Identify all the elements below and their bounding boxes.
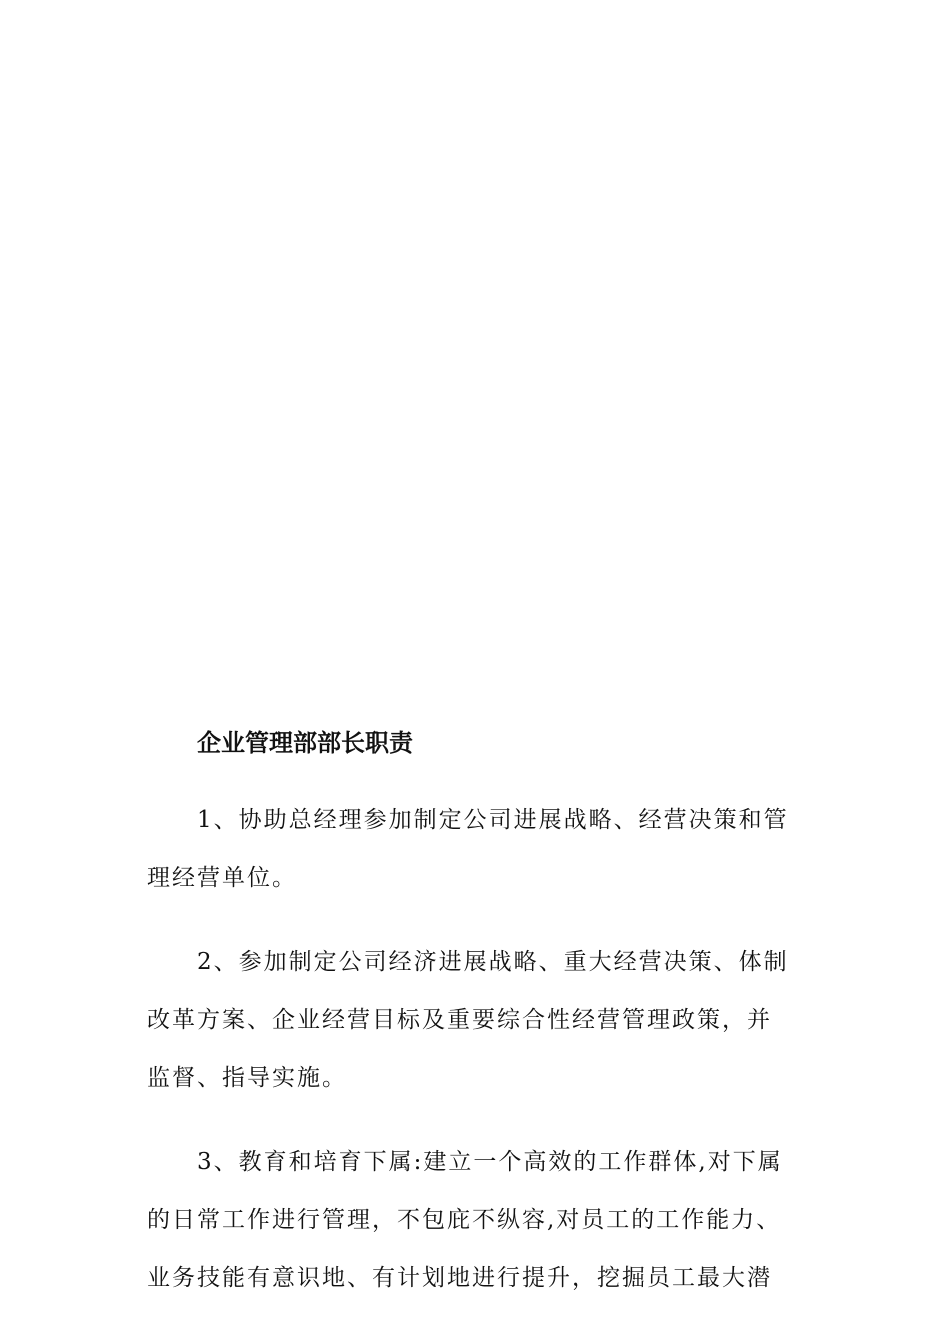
- document-title: 企业管理部部长职责: [197, 728, 413, 757]
- paragraph-2: 2、参加制定公司经济进展战略、重大经营决策、体制 改革方案、企业经营目标及重要综合性经营管理政策，并 监督、指导实施。: [147, 949, 789, 1091]
- paragraph-1: 1、协助总经理参加制定公司进展战略、经营决策和管 理经营单位。: [147, 807, 789, 891]
- paragraph-3: 3、教育和培育下属:建立一个高效的工作群体,对下属 的日常工作进行管理，不包庇不纵容,对员工的工作能力、 业务技能有意识地、有计划地进行提升，挖掘员工最大潜: [147, 1149, 783, 1291]
- document-body: [147, 723, 807, 1307]
